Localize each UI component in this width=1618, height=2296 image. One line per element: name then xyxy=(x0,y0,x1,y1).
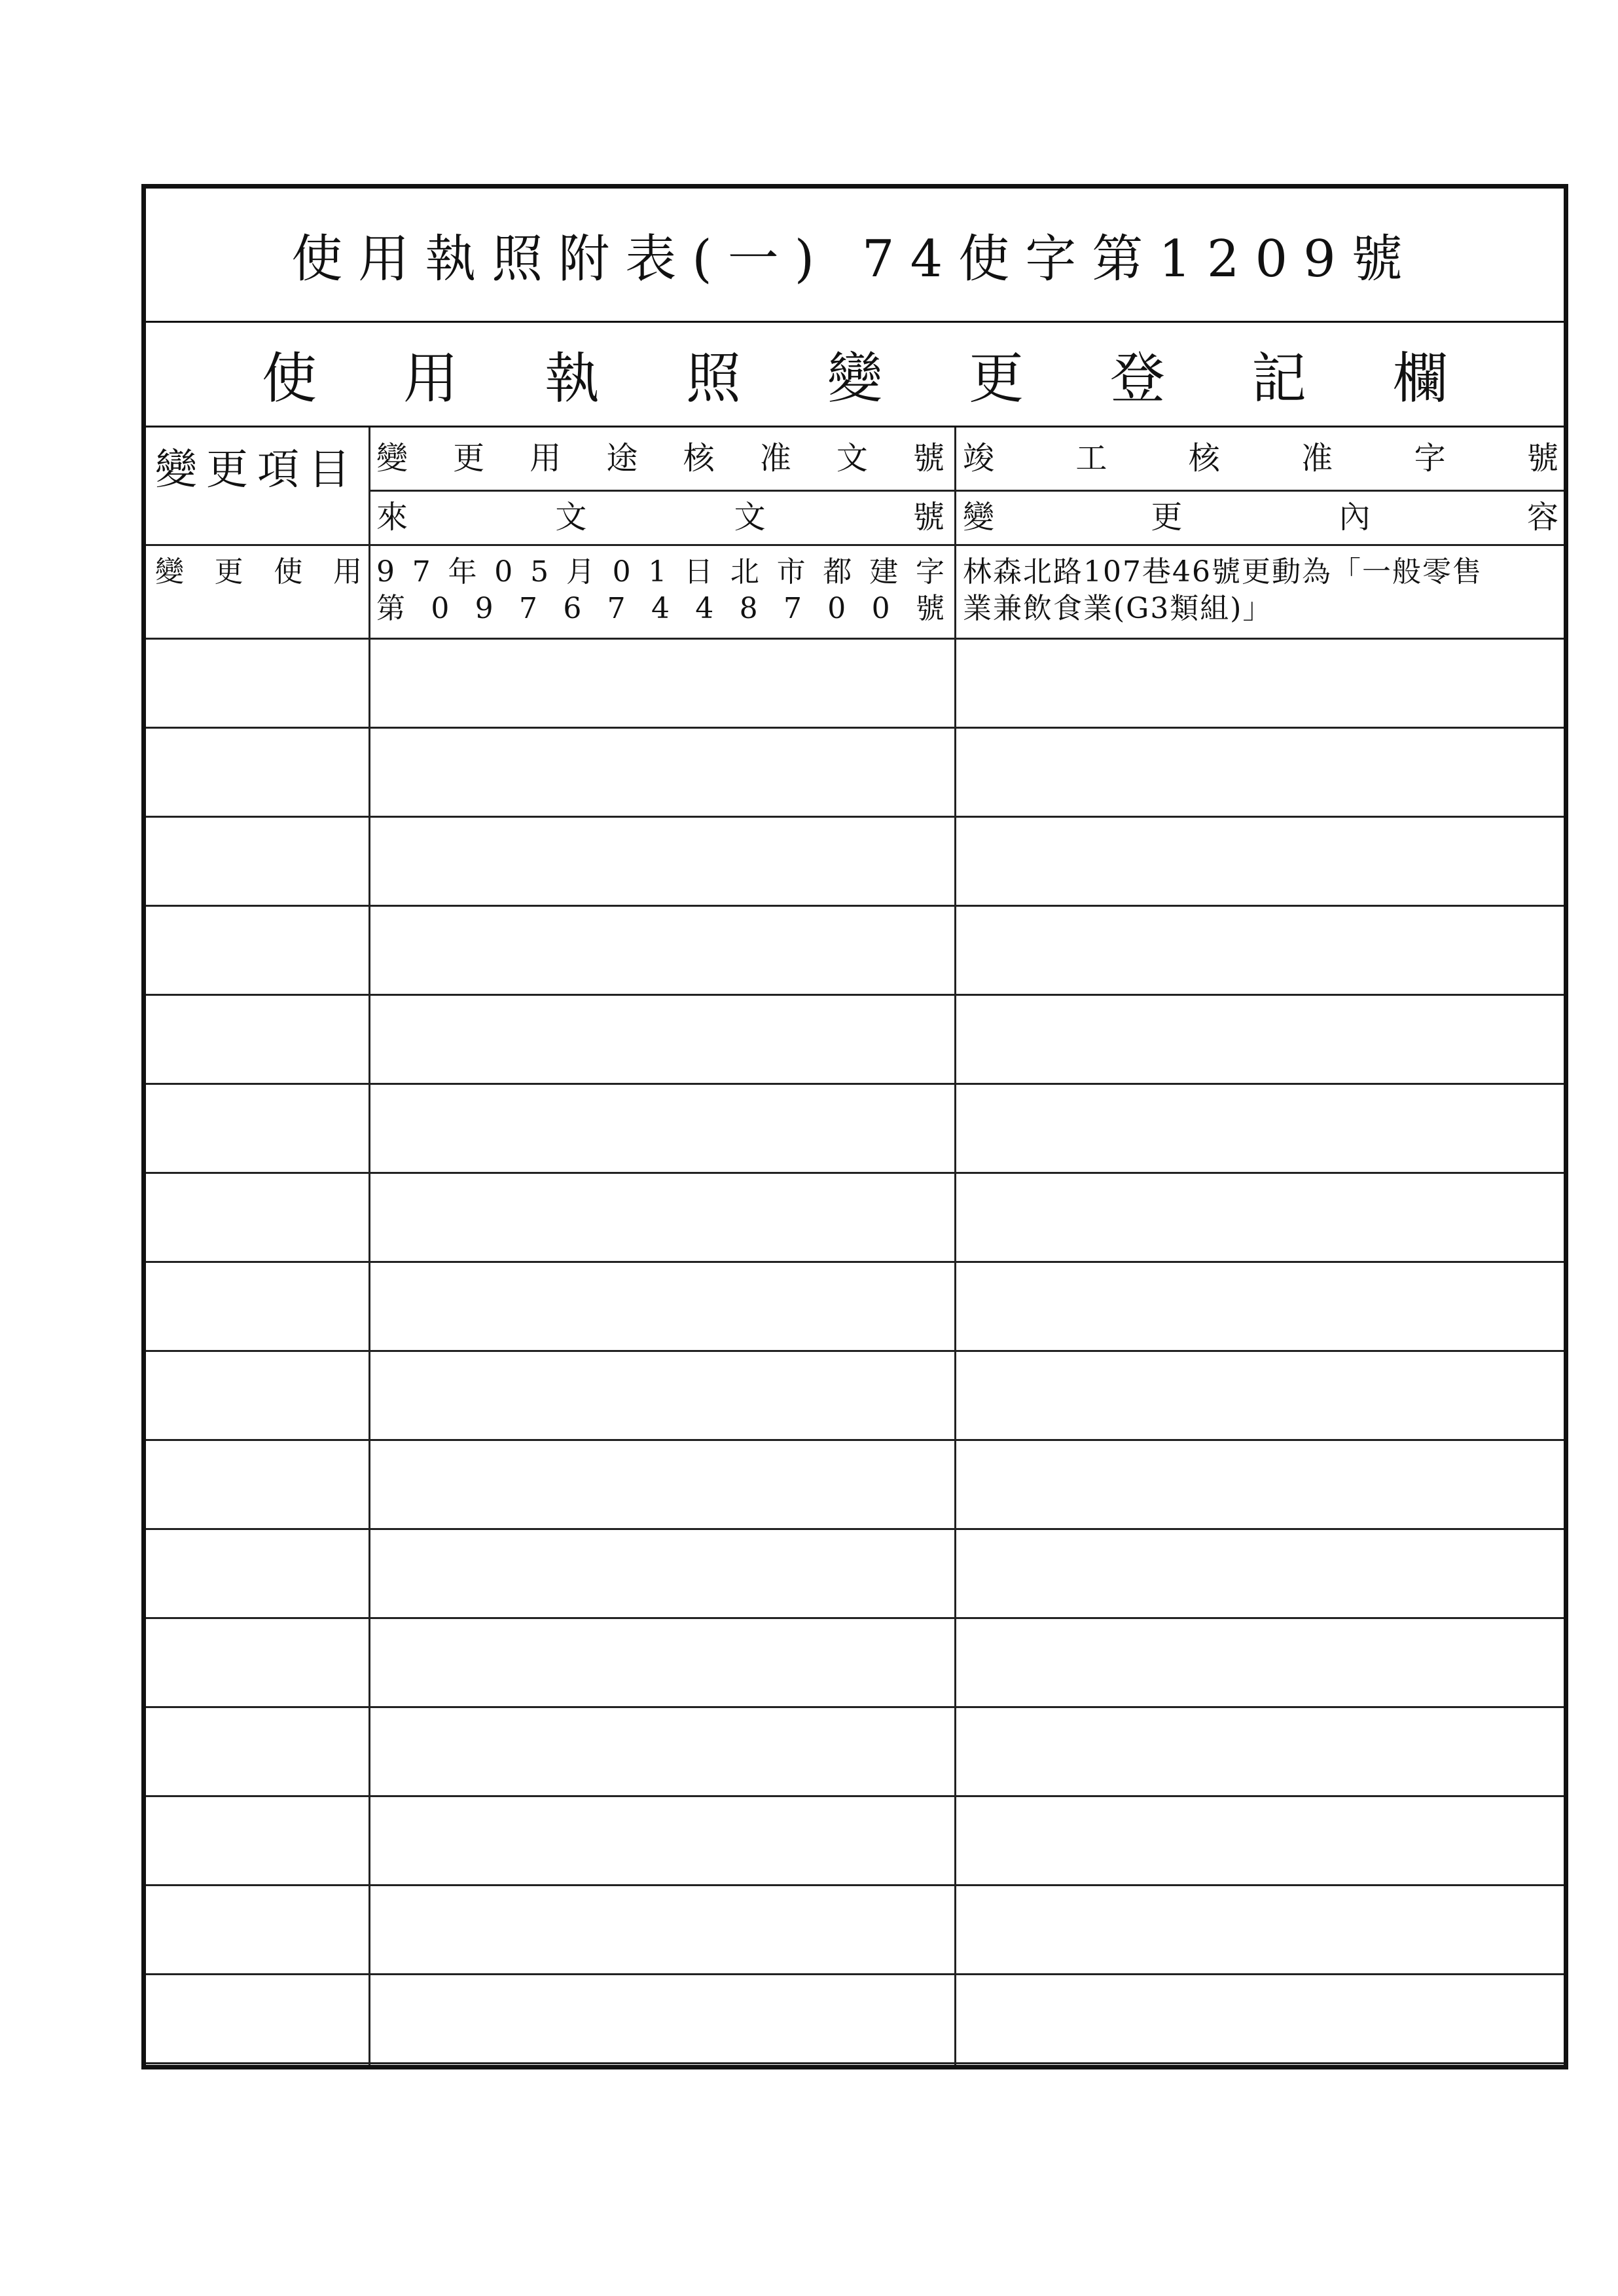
row-line xyxy=(146,1617,1564,1619)
row-line xyxy=(146,1261,1564,1263)
form-header-row xyxy=(146,323,1564,428)
col3-header-top: 竣 工 核 准 字 號 xyxy=(963,440,1558,477)
entry-item: 變 更 使 用 xyxy=(155,555,362,589)
col1-header: 變更項目 xyxy=(155,446,359,494)
form-title: 使用執照附表(一) 74使字第1209號 xyxy=(291,230,1418,289)
row-line xyxy=(146,638,1564,640)
row-line xyxy=(146,1083,1564,1085)
entry-content-line1: 林森北路107巷46號更動為「一般零售 xyxy=(963,555,1483,589)
row-line xyxy=(146,905,1564,907)
row-line xyxy=(146,1973,1564,1975)
col2-header-top: 變 更 用 途 核 准 文 號 xyxy=(376,440,944,477)
row-line xyxy=(146,816,1564,818)
row-line xyxy=(146,1706,1564,1708)
row-line xyxy=(146,1884,1564,1886)
row-line xyxy=(146,1439,1564,1441)
row-line xyxy=(146,1795,1564,1797)
form-frame xyxy=(141,184,1568,2069)
header-bottom-line xyxy=(146,544,1564,546)
col3-header-bottom: 變 更 內 容 xyxy=(963,499,1558,536)
col-divider-1 xyxy=(369,428,370,2065)
form-header: 使用執照變更登記欄 xyxy=(261,346,1534,410)
col2-header-bottom: 來 文 文 號 xyxy=(376,499,944,536)
row-line xyxy=(146,994,1564,996)
entry-content-line2: 業兼飲食業(G3類組)」 xyxy=(963,592,1273,625)
entry-doc-line1: 9 7 年 0 5 月 0 1 日 北 市 都 建 字 xyxy=(376,555,944,589)
form-title-row xyxy=(146,189,1564,323)
row-line xyxy=(146,1350,1564,1352)
entry-doc-line2: 第 0 9 7 6 7 4 4 8 7 0 0 號 xyxy=(376,592,944,625)
row-line xyxy=(146,1528,1564,1530)
col-divider-2 xyxy=(954,428,956,2065)
header-split-line xyxy=(369,490,1564,492)
row-line xyxy=(146,727,1564,729)
row-line xyxy=(146,2062,1564,2064)
row-line xyxy=(146,1172,1564,1174)
